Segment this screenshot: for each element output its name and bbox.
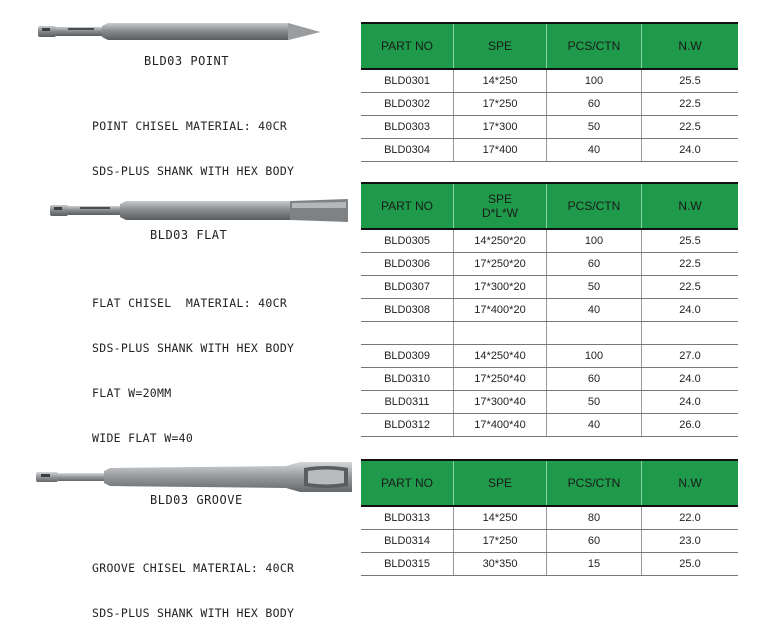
description-line: POINT CHISEL MATERIAL: 40CR: [92, 119, 288, 133]
cell: 22.5: [642, 276, 739, 299]
table-row: [361, 276, 738, 299]
cell: BLD0307: [361, 276, 454, 299]
header-part-no: PART NO: [361, 23, 454, 69]
description-line: GROOVE CHISEL MATERIAL: 40CR: [92, 561, 295, 575]
cell: 22.5: [642, 116, 739, 139]
header-nw: N.W: [642, 23, 739, 69]
cell: 24.0: [642, 368, 739, 391]
cell: 100: [547, 229, 642, 253]
cell: BLD0306: [361, 253, 454, 276]
cell: BLD0310: [361, 368, 454, 391]
cell: 50: [547, 116, 642, 139]
header-pcs-ctn: PCS/CTN: [547, 183, 642, 229]
description-line: SDS-PLUS SHANK WITH HEX BODY: [92, 341, 295, 355]
cell: BLD0313: [361, 506, 454, 530]
cell: [454, 322, 547, 345]
point-chisel-icon: [38, 14, 358, 50]
table-row: [361, 530, 738, 553]
cell: BLD0301: [361, 69, 454, 93]
cell: 22.5: [642, 93, 739, 116]
cell: 27.0: [642, 345, 739, 368]
cell: BLD0304: [361, 139, 454, 162]
header-spe: SPE: [454, 23, 547, 69]
table-row: [361, 139, 738, 162]
cell: 60: [547, 368, 642, 391]
description-flat: [92, 266, 294, 461]
caption-groove: BLD03 GROOVE: [150, 493, 243, 507]
groove-chisel-icon: [36, 458, 354, 498]
cell: 17*250*20: [454, 253, 547, 276]
table-row: [361, 391, 738, 414]
table-row: [361, 506, 738, 530]
spec-table-flat: [361, 182, 738, 437]
cell: 24.0: [642, 139, 739, 162]
cell: 26.0: [642, 414, 739, 437]
cell: 100: [547, 345, 642, 368]
cell: 14*250: [454, 506, 547, 530]
cell: 100: [547, 69, 642, 93]
cell: 17*400: [454, 139, 547, 162]
cell: [642, 322, 739, 345]
cell: 17*300*20: [454, 276, 547, 299]
table-row: [361, 368, 738, 391]
cell: 14*250: [454, 69, 547, 93]
description-line: SDS-PLUS SHANK WITH HEX BODY: [92, 606, 295, 620]
description-line: WIDE FLAT W=40: [92, 431, 194, 445]
table-row: [361, 553, 738, 576]
table-row: [361, 414, 738, 437]
cell: 25.5: [642, 69, 739, 93]
cell: 50: [547, 391, 642, 414]
table-row: [361, 116, 738, 139]
cell: 14*250*20: [454, 229, 547, 253]
table-row: [361, 69, 738, 93]
header-spe-dlw: SPE D*L*W: [454, 183, 547, 229]
cell: 22.5: [642, 253, 739, 276]
cell: 17*300*40: [454, 391, 547, 414]
cell: 15: [547, 553, 642, 576]
caption-point: BLD03 POINT: [144, 54, 229, 68]
cell: 17*300: [454, 116, 547, 139]
table-row-spacer: [361, 322, 738, 345]
cell: BLD0302: [361, 93, 454, 116]
cell: 24.0: [642, 299, 739, 322]
cell: [361, 322, 454, 345]
cell: BLD0314: [361, 530, 454, 553]
flat-chisel-icon: [50, 196, 350, 226]
cell: 25.0: [642, 553, 739, 576]
cell: BLD0315: [361, 553, 454, 576]
cell: [547, 322, 642, 345]
cell: 40: [547, 299, 642, 322]
table-row: [361, 93, 738, 116]
cell: 17*250*40: [454, 368, 547, 391]
cell: 14*250*40: [454, 345, 547, 368]
cell: BLD0305: [361, 229, 454, 253]
cell: 30*350: [454, 553, 547, 576]
cell: 17*400*40: [454, 414, 547, 437]
spec-table-point: [361, 22, 738, 162]
header-pcs-ctn: PCS/CTN: [547, 460, 642, 506]
cell: 25.5: [642, 229, 739, 253]
cell: 60: [547, 93, 642, 116]
cell: 17*250: [454, 530, 547, 553]
header-part-no: PART NO: [361, 183, 454, 229]
cell: BLD0308: [361, 299, 454, 322]
cell: 22.0: [642, 506, 739, 530]
cell: BLD0309: [361, 345, 454, 368]
caption-flat: BLD03 FLAT: [150, 228, 228, 242]
header-nw: N.W: [642, 183, 739, 229]
cell: 60: [547, 253, 642, 276]
cell: 40: [547, 139, 642, 162]
description-line: FLAT CHISEL MATERIAL: 40CR: [92, 296, 288, 310]
cell: 60: [547, 530, 642, 553]
cell: 40: [547, 414, 642, 437]
cell: BLD0311: [361, 391, 454, 414]
description-line: FLAT W=20MM: [92, 386, 172, 400]
table-row: [361, 253, 738, 276]
header-spe: SPE: [454, 460, 547, 506]
spec-table-groove: [361, 459, 738, 576]
table-row: [361, 229, 738, 253]
cell: BLD0312: [361, 414, 454, 437]
table-row: [361, 345, 738, 368]
cell: 17*250: [454, 93, 547, 116]
description-groove: [92, 531, 294, 636]
cell: 80: [547, 506, 642, 530]
header-part-no: PART NO: [361, 460, 454, 506]
cell: 23.0: [642, 530, 739, 553]
header-nw: N.W: [642, 460, 739, 506]
cell: BLD0303: [361, 116, 454, 139]
cell: 17*400*20: [454, 299, 547, 322]
table-row: [361, 299, 738, 322]
description-point: [92, 89, 294, 194]
cell: 24.0: [642, 391, 739, 414]
header-pcs-ctn: PCS/CTN: [547, 23, 642, 69]
cell: 50: [547, 276, 642, 299]
description-line: SDS-PLUS SHANK WITH HEX BODY: [92, 164, 295, 178]
